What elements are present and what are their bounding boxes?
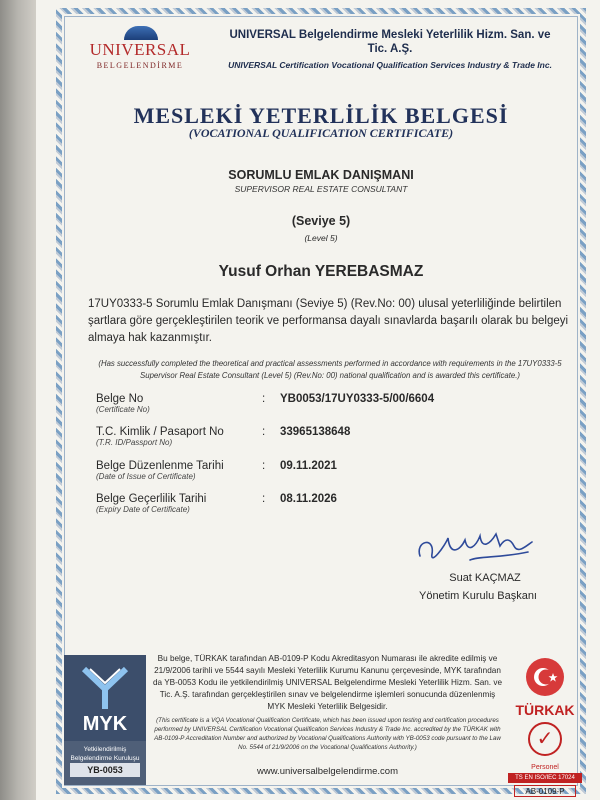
logo-name: UNIVERSAL (89, 40, 191, 59)
myk-logo (64, 655, 146, 785)
turkak-logo (508, 652, 582, 796)
signatory-name: Suat KAÇMAZ (449, 572, 521, 584)
field-label: T.C. Kimlik / Pasaport No (96, 426, 224, 438)
organization-name-tr (210, 28, 570, 56)
field-certificate-no-value: YB0053/17UY0333-5/00/6604 (280, 393, 435, 405)
logo-subtitle: BELGELENDİRME (96, 61, 184, 70)
field-sublabel: (T.R. ID/Passport No) (96, 438, 173, 447)
org-tr-line1: UNIVERSAL Belgelendirme Mesleki Yeterlilik Hizm. San. ve (229, 29, 551, 41)
qualification-level: (Seviye 5) (291, 214, 351, 228)
myk-icon (80, 663, 130, 711)
field-id-no-value: 33965138648 (280, 426, 351, 438)
field-label: Belge No (96, 393, 144, 405)
signatory-title: Yönetim Kurulu Başkanı (418, 590, 537, 602)
checkmark-icon: ✓ (528, 722, 562, 756)
myk-name: MYK (82, 713, 128, 735)
field-expiry-date-label (96, 493, 206, 514)
field-label: Belge Düzenlenme Tarihi (96, 460, 224, 472)
holder-name: Yusuf Orhan YEREBASMAZ (218, 263, 424, 280)
field-id-no-label (96, 426, 224, 447)
statement-tr: 17UY0333-5 Sorumlu Emlak Danışmanı (Seviye 5) (Rev.No: 00) ulusal yeterliliğinde belirtilen şartlara göre gerçekleştirilen teorik ve performansa dayalı sınavlarda başarılı olarak bu belgeyi almaya hak kazanmıştır. (88, 298, 569, 344)
footer-statement-tr: Bu belge, TÜRKAK tarafından AB-0109-P Kodu Akreditasyon Numarası ile akredite edilmiş ve 21/9/2006 tarihli ve 5544 sayılı Mesleki Yeterlilik Kurumu Kanunu çerçevesinde, MYK tarafından da YB-0053 Kodu ile yetkilendirilmiş UNIVERSAL Belgelendirme Mesleki Yeterlilik Hizm. San. ve Tic. A.Ş. tarafından gerçekleştirilen sınav ve belgelendirme işlemleri sonucunda düzenlenmiş MYK Mesleki Yeterlilik Belgesidir. (152, 654, 503, 711)
field-colon: : (262, 493, 266, 505)
field-sublabel: (Expiry Date of Certificate) (96, 505, 190, 514)
myk-code: YB-0053 (70, 763, 140, 777)
turkak-name: TÜRKAK (515, 702, 575, 718)
myk-auth-line1: Yetkilendirilmiş (83, 746, 127, 753)
field-sublabel: (Date of Issue of Certificate) (96, 472, 196, 481)
turkak-code: AB-0109-P (514, 785, 576, 797)
myk-auth-line2: Belgelendirme Kuruluşu (70, 755, 140, 762)
org-tr-line2: Tic. A.Ş. (367, 43, 413, 55)
qualification-name: SORUMLU EMLAK DANIŞMANI (228, 168, 414, 182)
field-issue-date-label (96, 460, 224, 481)
turkak-standard: TS EN ISO/IEC 17024 (508, 773, 582, 783)
desk-shadow (0, 0, 40, 800)
qualification-name-en: SUPERVISOR REAL ESTATE CONSULTANT (234, 184, 408, 194)
field-certificate-no-label (96, 393, 150, 414)
turkak-personel: Personel (531, 764, 559, 771)
universal-logo (80, 26, 200, 86)
turkak-emblem-icon (526, 658, 564, 696)
footer-statement-en: (This certificate is a VQA Vocational Qualification Certificate, which has been issued upon testing and certification procedures performed by UNIVERSAL Certification Vocational Qualification Services Industry & Trade Inc. accredited by the TÜRKAK with AB-0109-P Accreditation Number and authorized by Vocational Qualifications Authority with YB-0053 code pursuant to the Law No. 5544 of 21/9/2006 on the Vocational Qualifications Authority.) (154, 717, 501, 751)
certificate-title: MESLEKİ YETERLİLİK BELGESİ (133, 103, 509, 128)
statement-en: (Has successfully completed the theoretical and practical assessments performed in accordance with requirements in the 17UY0333-5 Supervisor Real Estate Consultant (Level 5) (Rev.No: 00) national qualification and is awarded this certificate.) (98, 359, 562, 380)
certificate-title-en: (VOCATIONAL QUALIFICATION CERTIFICATE) (188, 126, 454, 140)
field-colon: : (262, 460, 266, 472)
field-label: Belge Geçerlilik Tarihi (96, 493, 207, 505)
myk-emblem (64, 655, 146, 741)
signature-image (410, 516, 540, 576)
field-sublabel: (Certificate No) (96, 405, 150, 414)
website-link[interactable]: www.universalbelgelendirme.com (257, 766, 398, 777)
field-issue-date-value: 09.11.2021 (280, 460, 337, 472)
organization-name-en: UNIVERSAL Certification Vocational Qualification Services Industry & Trade Inc. (228, 60, 552, 70)
field-colon: : (262, 393, 266, 405)
field-expiry-date-value: 08.11.2026 (280, 493, 337, 505)
field-colon: : (262, 426, 266, 438)
globe-icon (124, 26, 158, 40)
qualification-level-en: (Level 5) (304, 233, 338, 243)
